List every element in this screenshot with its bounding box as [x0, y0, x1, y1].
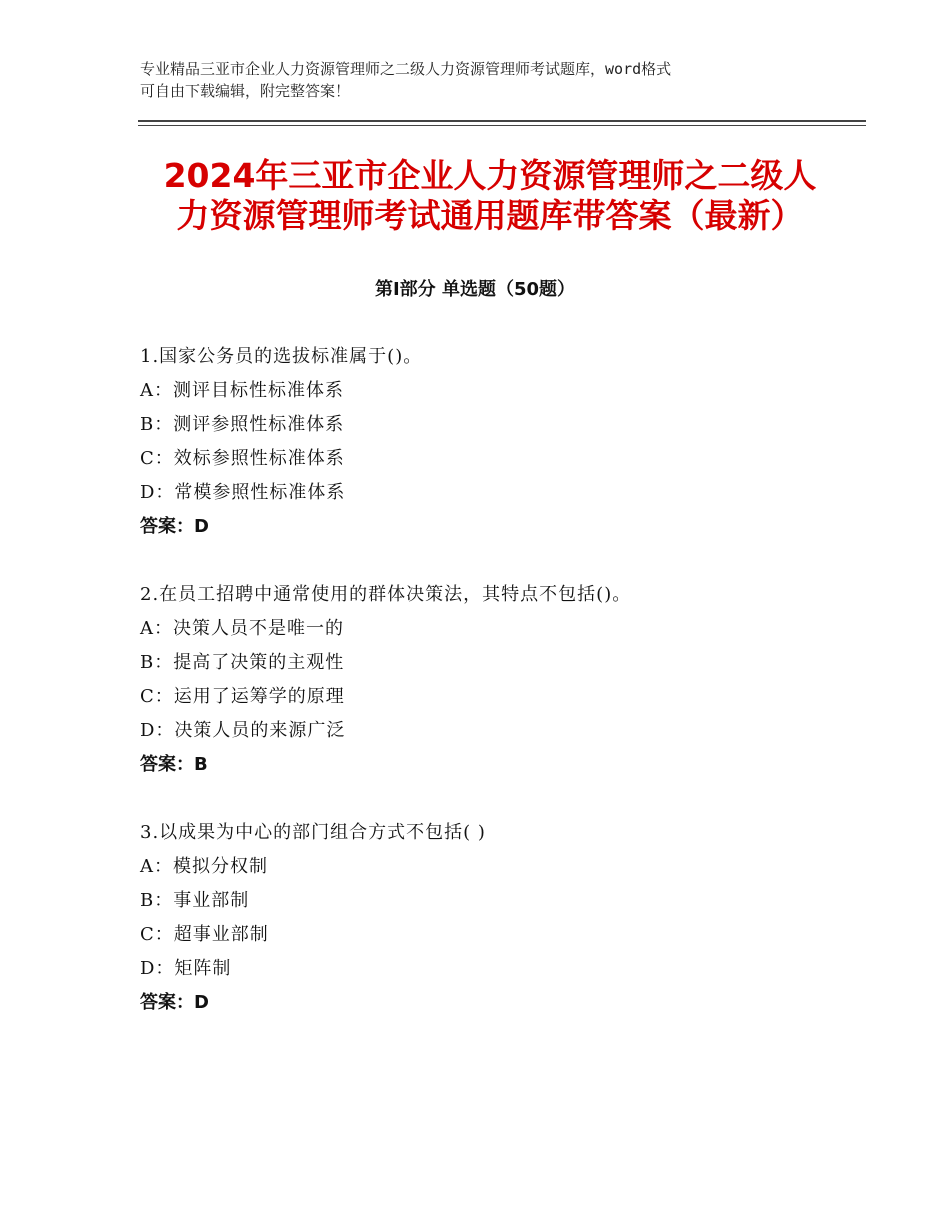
header-divider-thick: [138, 120, 866, 122]
option-b: B：测评参照性标准体系: [140, 414, 345, 435]
option-b: B：事业部制: [140, 890, 250, 911]
title-line-1: 2024年三亚市企业人力资源管理师之二级人: [163, 156, 817, 195]
question-list: [140, 340, 840, 1054]
option-c: C：运用了运筹学的原理: [140, 686, 345, 707]
document-header: [140, 58, 820, 102]
answer: 答案：D: [140, 516, 209, 537]
option-d: D：矩阵制: [140, 958, 232, 979]
question-stem: 3.以成果为中心的部门组合方式不包括( ): [140, 822, 486, 843]
option-c: C：效标参照性标准体系: [140, 448, 345, 469]
option-a: A：模拟分权制: [140, 856, 268, 877]
option-b: B：提高了决策的主观性: [140, 652, 345, 673]
question-stem: 2.在员工招聘中通常使用的群体决策法，其特点不包括()。: [140, 584, 632, 605]
answer: 答案：B: [140, 754, 208, 775]
option-a: A：决策人员不是唯一的: [140, 618, 344, 639]
question-3: [140, 816, 840, 1020]
option-c: C：超事业部制: [140, 924, 269, 945]
header-line-2: 可自由下载编辑，附完整答案！: [140, 82, 351, 100]
document-title: [140, 156, 840, 236]
question-stem: 1.国家公务员的选拔标准属于()。: [140, 346, 423, 367]
answer: 答案：D: [140, 992, 209, 1013]
title-line-2: 力资源管理师考试通用题库带答案（最新）: [176, 196, 804, 235]
option-d: D：常模参照性标准体系: [140, 482, 346, 503]
question-1: [140, 340, 840, 544]
question-2: [140, 578, 840, 782]
option-a: A：测评目标性标准体系: [140, 380, 344, 401]
header-line-1: 专业精品三亚市企业人力资源管理师之二级人力资源管理师考试题库，word格式: [140, 60, 672, 78]
option-d: D：决策人员的来源广泛: [140, 720, 346, 741]
section-title: 第Ⅰ部分 单选题（50题）: [374, 279, 575, 300]
header-divider-thin: [138, 125, 866, 126]
